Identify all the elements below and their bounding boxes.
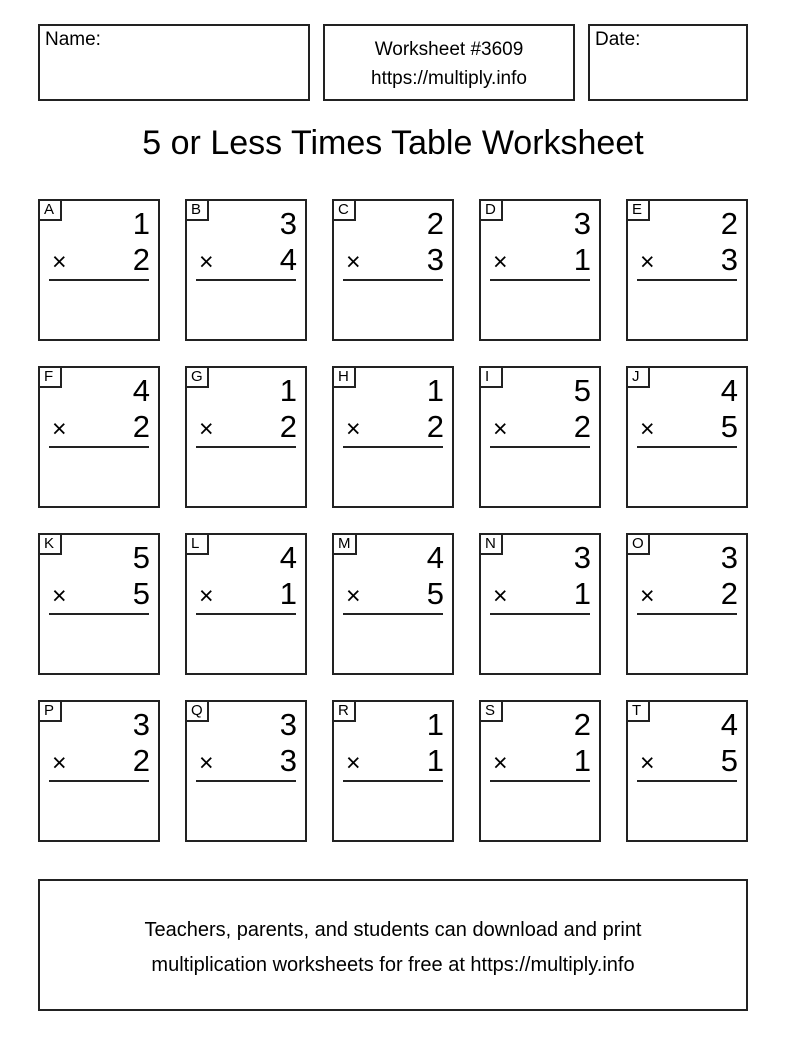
multiplicand: 4: [279, 540, 297, 575]
problem-box[interactable]: [479, 700, 601, 842]
problem-label: I: [479, 366, 503, 388]
problem-label: S: [479, 700, 503, 722]
multiply-sign-icon: ×: [493, 749, 508, 777]
problem-label: F: [38, 366, 62, 388]
problem-label: Q: [185, 700, 209, 722]
multiply-sign-icon: ×: [493, 582, 508, 610]
problem-box[interactable]: [185, 366, 307, 508]
problem-box[interactable]: [626, 199, 748, 341]
answer-line: [196, 446, 296, 448]
problem-label: E: [626, 199, 650, 221]
answer-line: [637, 446, 737, 448]
multiplicand: 2: [426, 206, 444, 241]
problem-label: L: [185, 533, 209, 555]
multiplier: 1: [573, 576, 591, 611]
multiplier: 2: [720, 576, 738, 611]
multiplicand: 4: [132, 373, 150, 408]
answer-line: [637, 613, 737, 615]
multiplier: 2: [426, 409, 444, 444]
date-field-box[interactable]: [588, 24, 748, 101]
answer-line: [490, 446, 590, 448]
problem-box[interactable]: [332, 366, 454, 508]
multiplicand: 1: [426, 373, 444, 408]
multiplier: 2: [573, 409, 591, 444]
multiplicand: 5: [132, 540, 150, 575]
multiplicand: 2: [720, 206, 738, 241]
problem-label: M: [332, 533, 357, 555]
multiplicand: 5: [573, 373, 591, 408]
answer-line: [49, 780, 149, 782]
problem-box[interactable]: [626, 700, 748, 842]
multiply-sign-icon: ×: [346, 749, 361, 777]
answer-line: [343, 613, 443, 615]
problem-box[interactable]: [38, 533, 160, 675]
multiplier: 1: [573, 242, 591, 277]
multiplicand: 4: [426, 540, 444, 575]
multiply-sign-icon: ×: [52, 248, 67, 276]
multiplier: 1: [426, 743, 444, 778]
answer-line: [490, 279, 590, 281]
multiplicand: 1: [426, 707, 444, 742]
multiplier: 2: [279, 409, 297, 444]
answer-line: [637, 279, 737, 281]
problem-box[interactable]: [626, 533, 748, 675]
footer-box: [38, 879, 748, 1011]
answer-line: [196, 613, 296, 615]
problem-label: K: [38, 533, 62, 555]
multiply-sign-icon: ×: [640, 415, 655, 443]
answer-line: [49, 446, 149, 448]
multiplier: 5: [426, 576, 444, 611]
multiplicand: 1: [279, 373, 297, 408]
problem-box[interactable]: [185, 533, 307, 675]
problem-label: C: [332, 199, 356, 221]
multiplier: 2: [132, 242, 150, 277]
multiply-sign-icon: ×: [52, 582, 67, 610]
multiply-sign-icon: ×: [493, 415, 508, 443]
problem-label: B: [185, 199, 209, 221]
date-label: Date:: [595, 29, 641, 50]
worksheet-number: Worksheet #3609: [374, 39, 524, 60]
multiply-sign-icon: ×: [493, 248, 508, 276]
problem-label: G: [185, 366, 209, 388]
problem-label: H: [332, 366, 356, 388]
multiply-sign-icon: ×: [346, 582, 361, 610]
problem-box[interactable]: [38, 199, 160, 341]
problem-label: R: [332, 700, 356, 722]
multiplicand: 4: [720, 707, 738, 742]
problem-label: T: [626, 700, 650, 722]
multiplier: 3: [279, 743, 297, 778]
answer-line: [343, 446, 443, 448]
multiplicand: 3: [279, 707, 297, 742]
problem-label: N: [479, 533, 503, 555]
answer-line: [49, 613, 149, 615]
answer-line: [490, 613, 590, 615]
answer-line: [343, 279, 443, 281]
answer-line: [343, 780, 443, 782]
problem-box[interactable]: [626, 366, 748, 508]
multiply-sign-icon: ×: [199, 749, 214, 777]
multiplier: 1: [573, 743, 591, 778]
multiplicand: 4: [720, 373, 738, 408]
multiply-sign-icon: ×: [199, 248, 214, 276]
problem-box[interactable]: [479, 533, 601, 675]
problem-label: J: [626, 366, 650, 388]
multiplier: 5: [132, 576, 150, 611]
answer-line: [49, 279, 149, 281]
multiplier: 1: [279, 576, 297, 611]
multiply-sign-icon: ×: [640, 749, 655, 777]
problem-label: P: [38, 700, 62, 722]
problem-box[interactable]: [332, 700, 454, 842]
footer-line-2: multiplication worksheets for free at https://multiply.info: [151, 954, 635, 976]
name-field-box[interactable]: [38, 24, 310, 101]
multiplier: 5: [720, 409, 738, 444]
multiplier: 4: [279, 242, 297, 277]
page-title: 5 or Less Times Table Worksheet: [142, 124, 644, 162]
multiply-sign-icon: ×: [640, 582, 655, 610]
problem-box[interactable]: [185, 700, 307, 842]
problem-box[interactable]: [38, 700, 160, 842]
problem-box[interactable]: [38, 366, 160, 508]
multiplier: 5: [720, 743, 738, 778]
problem-box[interactable]: [332, 533, 454, 675]
footer-line-1: Teachers, parents, and students can download and print: [144, 919, 642, 941]
multiplicand: 3: [573, 206, 591, 241]
multiplicand: 3: [279, 206, 297, 241]
multiply-sign-icon: ×: [52, 415, 67, 443]
multiplicand: 1: [132, 206, 150, 241]
problem-label: O: [626, 533, 650, 555]
name-label: Name:: [45, 29, 101, 50]
problem-box[interactable]: [479, 199, 601, 341]
answer-line: [196, 780, 296, 782]
worksheet-info-box: [323, 24, 575, 101]
multiplicand: 3: [573, 540, 591, 575]
problem-box[interactable]: [479, 366, 601, 508]
problem-box[interactable]: [185, 199, 307, 341]
problem-box[interactable]: [332, 199, 454, 341]
problem-label: A: [38, 199, 62, 221]
problem-label: D: [479, 199, 503, 221]
multiply-sign-icon: ×: [640, 248, 655, 276]
multiply-sign-icon: ×: [199, 582, 214, 610]
multiplicand: 2: [573, 707, 591, 742]
answer-line: [490, 780, 590, 782]
multiplier: 2: [132, 409, 150, 444]
multiplier: 2: [132, 743, 150, 778]
multiply-sign-icon: ×: [346, 248, 361, 276]
answer-line: [196, 279, 296, 281]
multiplier: 3: [720, 242, 738, 277]
site-url: https://multiply.info: [371, 68, 527, 89]
multiplier: 3: [426, 242, 444, 277]
multiply-sign-icon: ×: [346, 415, 361, 443]
multiply-sign-icon: ×: [199, 415, 214, 443]
multiply-sign-icon: ×: [52, 749, 67, 777]
multiplicand: 3: [720, 540, 738, 575]
answer-line: [637, 780, 737, 782]
multiplicand: 3: [132, 707, 150, 742]
